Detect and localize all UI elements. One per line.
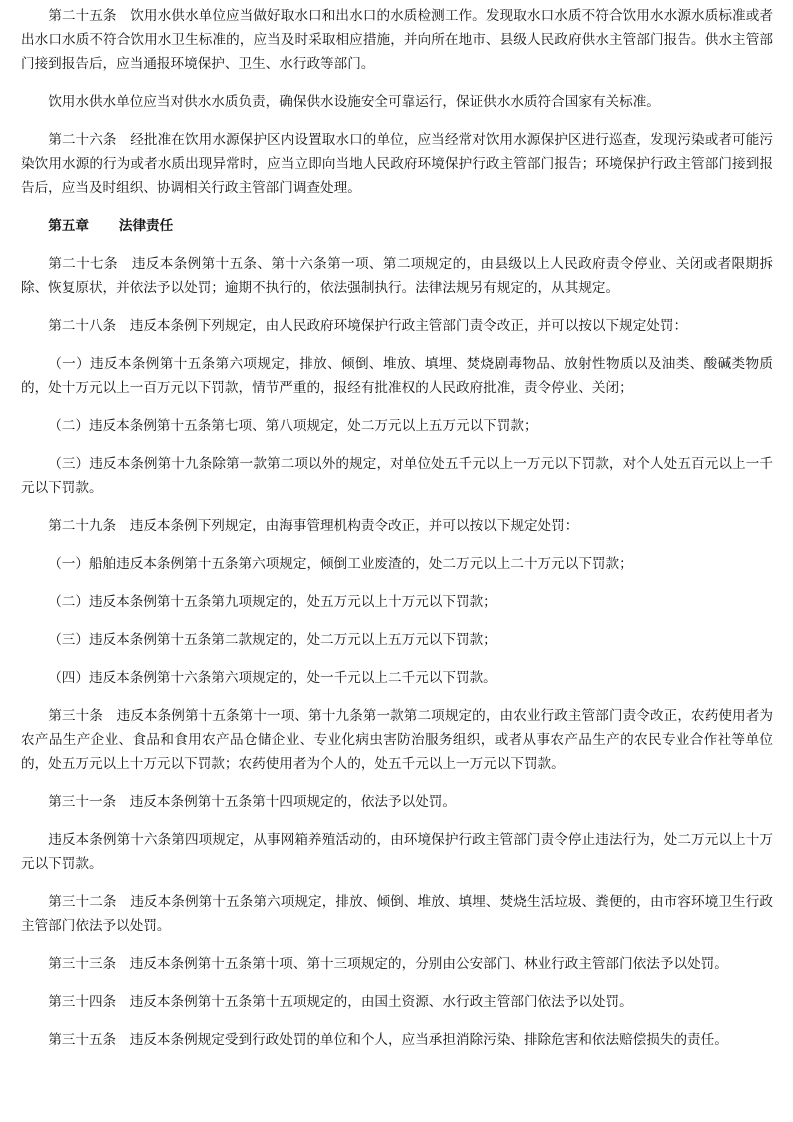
article-27-paragraph: 第二十七条 违反本条例第十五条、第十六条第一项、第二项规定的，由县级以上人民政府责令停业、关闭或者限期拆除、恢复原状，并依法予以处罚；逾期不执行的，依法强制执行。法律法规另有规定的，从其规定。: [21, 256, 773, 296]
article-29-item-1: （一）船舶违反本条例第十五条第六项规定，倾倒工业废渣的，处二万元以上二十万元以下罚款；: [48, 556, 633, 572]
article-29-item-2: （二）违反本条例第十五条第九项规定的，处五万元以上十万元以下罚款；: [48, 594, 497, 610]
article-28-item-3: （三）违反本条例第十九条除第一款第二项以外的规定，对单位处五千元以上一万元以下罚款，对个人处五百元以上一千元以下罚款。: [21, 456, 773, 496]
article-28-item-1: （一）违反本条例第十五条第六项规定，排放、倾倒、堆放、填埋、焚烧剧毒物品、放射性物质以及油类、酸碱类物质的，处十万元以上一百万元以下罚款，情节严重的，报经有批准权的人民政府批准，责令停业、关闭；: [21, 356, 773, 396]
article-30-paragraph: 第三十条 违反本条例第十五条第十一项、第十九条第一款第二项规定的，由农业行政主管部门责令改正，农药使用者为农产品生产企业、食品和食用农产品仓储企业、专业化病虫害防治服务组织，或者从事农产品生产的农民专业合作社等单位的，处五万元以上十万元以下罚款；农药使用者为个人的，处五千元以上一万元以下罚款。: [21, 708, 773, 772]
chapter-title: 法律责任: [118, 218, 174, 234]
article-31-supplement-paragraph: 违反本条例第十六条第四项规定，从事网箱养殖活动的，由环境保护行政主管部门责令停止违法行为，处二万元以上十万元以下罚款。: [21, 832, 773, 872]
article-33-paragraph: 第三十三条 违反本条例第十五条第十项、第十三项规定的，分别由公安部门、林业行政主管部门依法予以处罚。: [48, 956, 728, 972]
article-28-paragraph: 第二十八条 违反本条例下列规定，由人民政府环境保护行政主管部门责令改正，并可以按以下规定处罚：: [48, 318, 688, 334]
article-25-supplement-paragraph: 饮用水供水单位应当对供水水质负责，确保供水设施安全可靠运行，保证供水水质符合国家有关标准。: [48, 94, 660, 110]
article-34-paragraph: 第三十四条 违反本条例第十五条第十五项规定的，由国土资源、水行政主管部门依法予以处罚。: [48, 994, 633, 1010]
article-26-paragraph: 第二十六条 经批准在饮用水源保护区内设置取水口的单位，应当经常对饮用水源保护区进行巡查，发现污染或者可能污染饮用水源的行为或者水质出现异常时，应当立即向当地人民政府环境保护行政主管部门报告；环境保护行政主管部门接到报告后，应当及时组织、协调相关行政主管部门调查处理。: [21, 132, 773, 196]
article-29-paragraph: 第二十九条 违反本条例下列规定，由海事管理机构责令改正，并可以按以下规定处罚：: [48, 518, 579, 534]
article-25-paragraph: 第二十五条 饮用水供水单位应当做好取水口和出水口的水质检测工作。发现取水口水质不符合饮用水水源水质标准或者出水口水质不符合饮用水卫生标准的，应当及时采取相应措施，并向所在地市、县级人民政府供水主管部门报告。供水主管部门接到报告后，应当通报环境保护、卫生、水行政等部门。: [21, 8, 773, 72]
chapter-number: 第五章: [48, 218, 89, 234]
article-29-item-3: （三）违反本条例第十五条第二款规定的，处二万元以上五万元以下罚款；: [48, 632, 497, 648]
article-29-item-4: （四）违反本条例第十六条第六项规定的，处一千元以上二千元以下罚款。: [48, 670, 497, 686]
article-31-paragraph: 第三十一条 违反本条例第十五条第十四项规定的，依法予以处罚。: [48, 794, 456, 810]
article-35-paragraph: 第三十五条 违反本条例规定受到行政处罚的单位和个人，应当承担消除污染、排除危害和依法赔偿损失的责任。: [48, 1032, 728, 1048]
article-28-item-2: （二）违反本条例第十五条第七项、第八项规定，处二万元以上五万元以下罚款；: [48, 418, 538, 434]
chapter-heading: [21, 214, 773, 238]
article-32-paragraph: 第三十二条 违反本条例第十五条第六项规定，排放、倾倒、堆放、填埋、焚烧生活垃圾、粪便的，由市容环境卫生行政主管部门依法予以处罚。: [21, 894, 773, 934]
